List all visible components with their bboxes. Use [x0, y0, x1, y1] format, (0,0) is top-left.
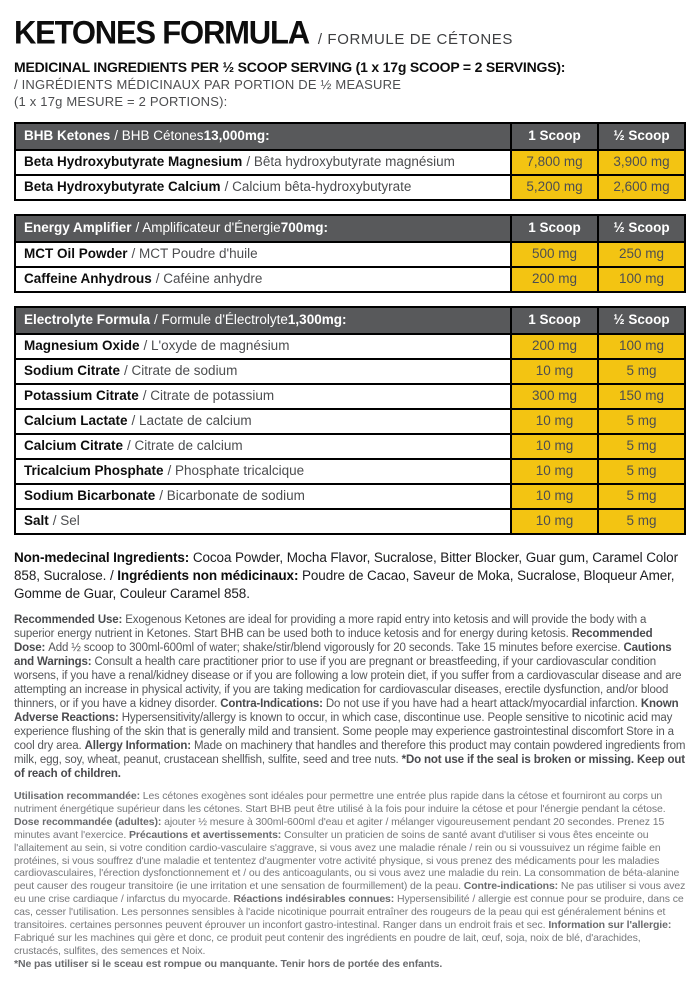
energy-amplifier-table — [14, 214, 686, 293]
directions-english: Recommended Use: Exogenous Ketones are ideal for providing a more rapid entry into ketosis and will provide the body with a superior energy nutrient in Ketones. Start BHB can be used both to induce ketosis and for energy during ketosis. Recommended Dose: Add ½ scoop to 300ml-600ml of water; shake/stir/blend vigorously for 20 seconds. Take 15 minutes before exercise. Cautions and Warnings: Consult a health care practitioner prior to use if you are pregnant or breastfeeding, if your cardiovascular condition worsens, if you have a renal/kidney disease or if you are following a low protein diet, if you suffer from a cardiovascular disease and are attempting an increase in physical activity, if you are taking medication for cardiovascular diseases, erectile dysfunction, and/or blood thinners, or if you have a kidney disorder. Contra-Indications: Do not use if you have had a heart attack/myocardial infarction. Known Adverse Reactions: Hypersensitivity/allergy is known to occur, in which case, discontinue use. People sensitive to nicotinic acid may experience flushing of the skin that is generally mild and transient. Some people may experience gastrointestinal discomfort Store in a cool dry area. Allergy Information: Made on machinery that handles and therefore this product may contain powdered ingredients from milk, egg, soy, wheat, peanut, crustacean shellfish, sulfite, seed and tree nuts. *Do not use if the seal is broken or missing. Keep out of reach of children. — [14, 614, 686, 780]
ingredient-name-en: Beta Hydroxybutyrate Magnesium — [24, 154, 243, 170]
servings-note-fr: (1 x 17g MESURE = 2 PORTIONS): — [14, 94, 228, 109]
table-row — [16, 483, 684, 508]
ingredient-name-en: Tricalcium Phosphate — [24, 463, 164, 479]
value-half-scoop: 5 mg — [597, 360, 684, 383]
ingredient-name — [16, 360, 510, 383]
ingredient-name-fr: / Bêta hydroxybutyrate magnésium — [246, 154, 455, 170]
table-header-row — [16, 124, 684, 149]
value-1-scoop: 10 mg — [510, 460, 597, 483]
table-header-title — [16, 308, 510, 333]
ingredient-name-fr: / Calcium bêta-hydroxybutyrate — [224, 179, 412, 195]
value-half-scoop: 2,600 mg — [597, 176, 684, 199]
table-row — [16, 266, 684, 291]
value-half-scoop: 5 mg — [597, 435, 684, 458]
value-1-scoop: 200 mg — [510, 335, 597, 358]
column-header-half-scoop: ½ Scoop — [597, 124, 684, 149]
ingredient-name-en: Potassium Citrate — [24, 388, 139, 404]
table-row — [16, 408, 684, 433]
table-header-row — [16, 308, 684, 333]
table-row — [16, 458, 684, 483]
french-seal-warning: *Ne pas utiliser si le sceau est rompue ou manquante. Tenir hors de portée des enfants. — [14, 957, 443, 970]
value-1-scoop: 5,200 mg — [510, 176, 597, 199]
table-row — [16, 174, 684, 199]
column-header-half-scoop: ½ Scoop — [597, 216, 684, 241]
table-header-fr: / BHB Cétones — [114, 128, 204, 144]
medicinal-ingredients-heading: MEDICINAL INGREDIENTS PER ½ SCOOP SERVING (1 x 17g SCOOP = 2 SERVINGS): — [14, 59, 566, 75]
table-header-en: Energy Amplifier — [24, 220, 132, 236]
ingredient-name-fr: / L'oxyde de magnésium — [143, 338, 290, 354]
value-half-scoop: 250 mg — [597, 243, 684, 266]
ingredient-name-fr: / MCT Poudre d'huile — [131, 246, 258, 262]
ingredient-name — [16, 410, 510, 433]
ingredient-name-fr: / Citrate de potassium — [142, 388, 275, 404]
page-title — [14, 16, 686, 52]
value-1-scoop: 10 mg — [510, 435, 597, 458]
ingredient-name — [16, 335, 510, 358]
ingredient-name-en: Caffeine Anhydrous — [24, 271, 152, 287]
ingredient-name-en: Sodium Citrate — [24, 363, 121, 379]
value-1-scoop: 10 mg — [510, 410, 597, 433]
value-half-scoop: 5 mg — [597, 510, 684, 533]
table-header-en: Electrolyte Formula — [24, 312, 151, 328]
table-row — [16, 333, 684, 358]
table-header-amount: 1,300mg: — [287, 312, 347, 328]
column-header-half-scoop: ½ Scoop — [597, 308, 684, 333]
ingredient-name — [16, 510, 510, 533]
table-row — [16, 149, 684, 174]
ingredient-name-en: Sodium Bicarbonate — [24, 488, 156, 504]
title-french: / FORMULE DE CÉTONES — [317, 31, 513, 48]
ingredient-name-fr: / Caféine anhydre — [155, 271, 263, 287]
ingredient-name-en: Calcium Lactate — [24, 413, 128, 429]
value-half-scoop: 150 mg — [597, 385, 684, 408]
table-header-en: BHB Ketones — [24, 128, 111, 144]
bhb-ketones-table — [14, 122, 686, 201]
table-row — [16, 358, 684, 383]
value-half-scoop: 100 mg — [597, 335, 684, 358]
ingredient-name — [16, 435, 510, 458]
medicinal-ingredients-heading-fr: / INGRÉDIENTS MÉDICINAUX PAR PORTION DE ½ MEASURE — [14, 77, 402, 92]
table-header-title — [16, 216, 510, 241]
value-half-scoop: 5 mg — [597, 460, 684, 483]
table-header-title — [16, 124, 510, 149]
value-1-scoop: 300 mg — [510, 385, 597, 408]
value-half-scoop: 3,900 mg — [597, 151, 684, 174]
ingredient-name — [16, 243, 510, 266]
ingredient-name-en: Beta Hydroxybutyrate Calcium — [24, 179, 221, 195]
table-row — [16, 508, 684, 533]
ingredient-name-en: Calcium Citrate — [24, 438, 124, 454]
table-row — [16, 241, 684, 266]
value-half-scoop: 100 mg — [597, 268, 684, 291]
ingredient-name-fr: / Lactate de calcium — [131, 413, 252, 429]
title-english: KETONES FORMULA — [14, 14, 309, 51]
electrolyte-formula-table — [14, 306, 686, 535]
table-header-fr: / Formule d'Électrolyte — [154, 312, 288, 328]
value-1-scoop: 10 mg — [510, 485, 597, 508]
ingredient-name — [16, 268, 510, 291]
ingredient-name-en: MCT Oil Powder — [24, 246, 128, 262]
table-row — [16, 433, 684, 458]
ingredient-name — [16, 176, 510, 199]
ingredient-name-fr: / Citrate de sodium — [124, 363, 238, 379]
column-header-1-scoop: 1 Scoop — [510, 308, 597, 333]
table-header-amount: 700mg: — [280, 220, 328, 236]
value-1-scoop: 500 mg — [510, 243, 597, 266]
column-header-1-scoop: 1 Scoop — [510, 216, 597, 241]
value-1-scoop: 10 mg — [510, 360, 597, 383]
ingredient-name-en: Salt — [24, 513, 49, 529]
value-1-scoop: 200 mg — [510, 268, 597, 291]
value-1-scoop: 10 mg — [510, 510, 597, 533]
ingredient-name-fr: / Bicarbonate de sodium — [159, 488, 305, 504]
ingredient-name-fr: / Citrate de calcium — [127, 438, 243, 454]
value-half-scoop: 5 mg — [597, 410, 684, 433]
ingredient-name-fr: / Sel — [52, 513, 80, 529]
value-1-scoop: 7,800 mg — [510, 151, 597, 174]
non-medicinal-ingredients: Non-medecinal Ingredients: Cocoa Powder, Mocha Flavor, Sucralose, Bitter Blocker, Guar gum, Caramel Color 858, Sucralose. / Ingrédients non médicinaux: Poudre de Cacao, Saveur de Moka, Sucralose, Bloqueur Amer, Gomme de Guar, Couleur Caramel 858. — [14, 550, 678, 601]
column-header-1-scoop: 1 Scoop — [510, 124, 597, 149]
table-row — [16, 383, 684, 408]
ingredient-name — [16, 385, 510, 408]
ingredient-name — [16, 485, 510, 508]
directions-french: Utilisation recommandée: Les cétones exogènes sont idéales pour permettre une entrée plus rapide dans la cétose et fourniront au corps un nutriment énergétique supérieur dans les cétones. Start BHB peut être utilisé à la fois pour induire la cétose et pour l'énergie pendant la cétose. Dose recommandée (adultes): ajouter ½ mesure à 300ml-600ml d'eau et agiter / mélanger vigoureusement pendant 20 secondes. Prenez 15 minutes avant l'exercice. Précautions et avertissements: Consulter un praticien de soins de santé avant d'utiliser si vous êtes enceinte ou l'allaitement au sein, si votre condition cardio-vasculaire s'aggrave, si vous avez une maladie rénale / rein ou si voussuivez un régime faible en protéines, si vous souffrez d'une maladie et tententez d'augmenter votre activité physique, si vous prenez des médicaments pour les maladies cardiovasculaires, l'érection dysfonctionnement et / ou des anticoagulants, ou si vous avez une maladie du rein. La consommation de béta-alanine peut causer des rougeur transitoire (ie une irritation et une sensation de fourmillement) de la peau. Contre-indications: Ne pas utiliser si vous avez eu une crise cardiaque / infarctus du myocarde. Réactions indésirables connues: Hypersensibilité / allergie est connue pour se produire, dans ce cas, cesser l'utilisation. Les personnes sensibles à l'acide nicotinique pourrait entraîner des rougeurs de la peau qui est généralement bénins et transitoires. certaines personnes peuvent éprouver un inconfort gastro-intestinal. Ranger dans un endroit frais et sec. Information sur l'allergie: Fabriqué sur les machines qui gère et donc, ce produit peut contenir des ingrédients en poudre de lait, œuf, soja, noix de blé, d'arachides, crustacés, sulfites, des semences et Noix. — [14, 790, 686, 957]
ingredient-name-en: Magnesium Oxide — [24, 338, 140, 354]
ingredient-name — [16, 151, 510, 174]
table-header-fr: / Amplificateur d'Énergie — [135, 220, 281, 236]
ingredient-name — [16, 460, 510, 483]
value-half-scoop: 5 mg — [597, 485, 684, 508]
ingredient-name-fr: / Phosphate tricalcique — [167, 463, 305, 479]
table-header-row — [16, 216, 684, 241]
table-header-amount: 13,000mg: — [203, 128, 270, 144]
